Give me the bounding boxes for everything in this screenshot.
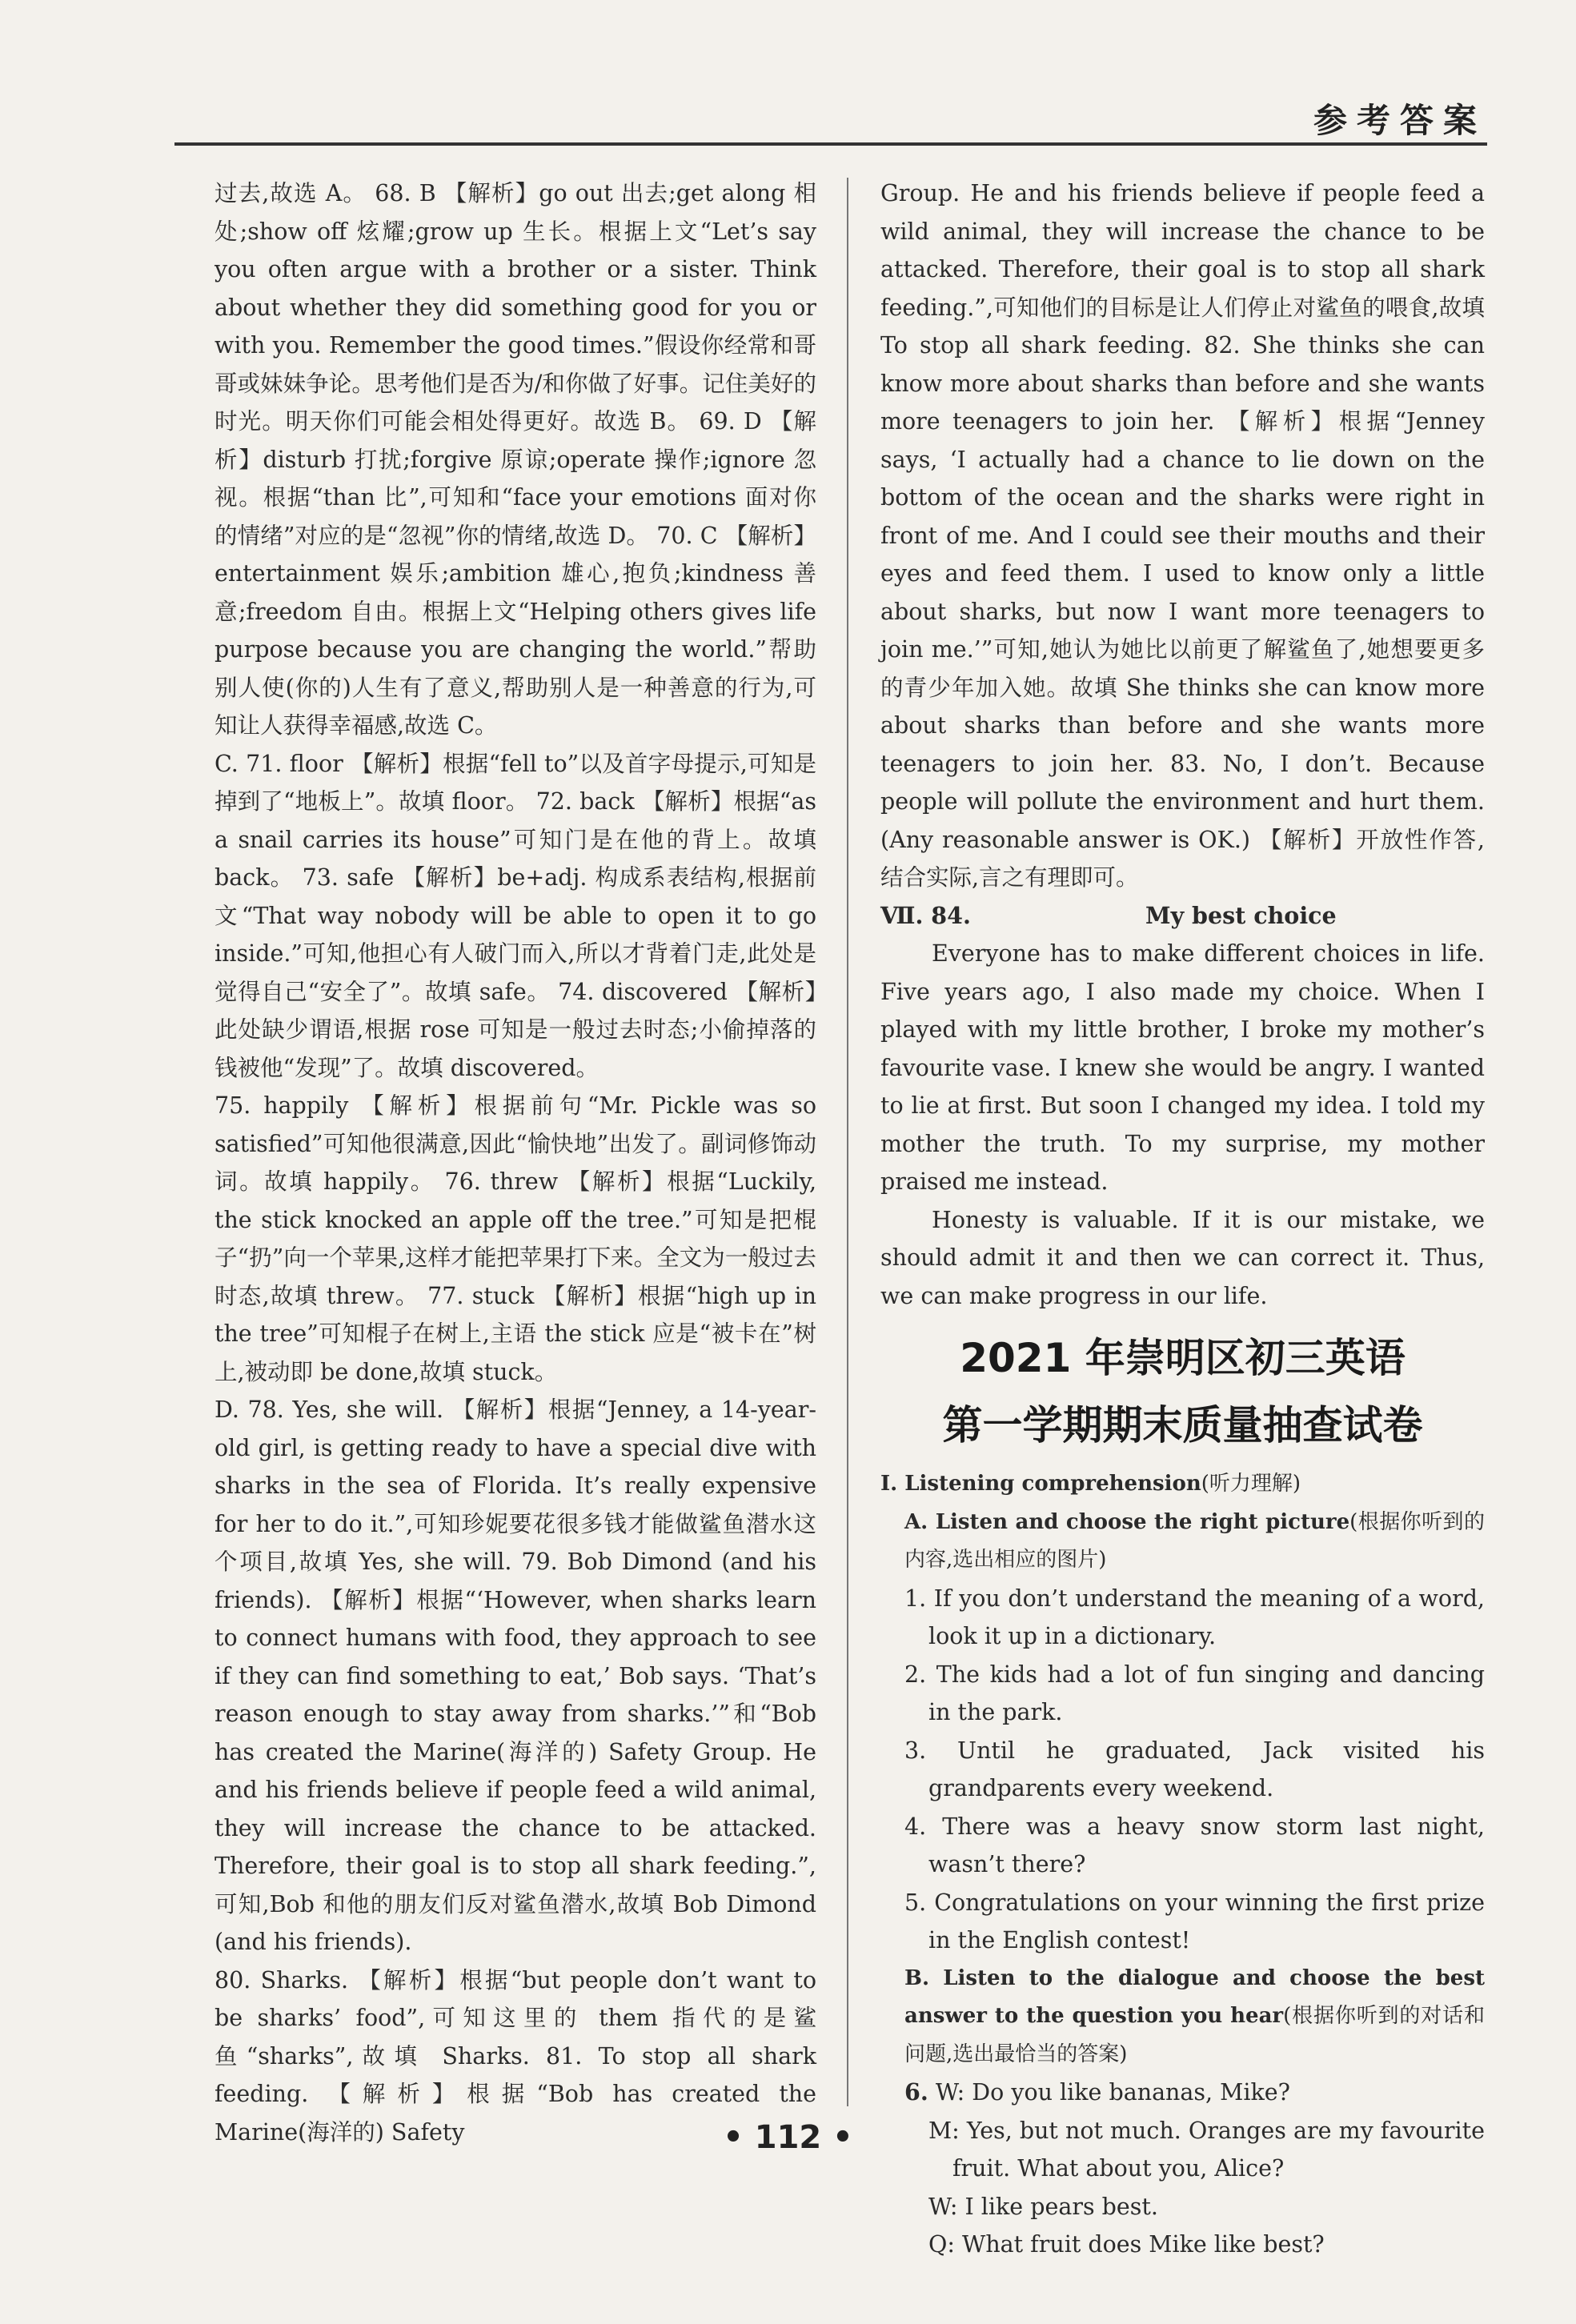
dialogue-line: W: I like pears best.: [928, 2193, 1158, 2220]
list-item: 3. Until he graduated, Jack visited his grandparents every weekend.: [904, 1737, 1485, 1801]
answer-paragraph-68-70: 过去,故选 A。 68. B 【解析】go out 出去;get along 相处;show off 炫耀;grow up 生长。根据上文“Let’s say you often argue with a brother or a sister. Think about whether they did something good for you or with you. Remember the good times.”假设你经常和哥哥或妹妹争论。思考他们是否为/和你做了好事。记住美好的时光。明天你们可能会相处得更好。故选 B。 69. D 【解析】disturb 打扰;forgive 原谅;operate 操作;ignore 忽视。根据“than 比”,可知和“face your emotions 面对你的情绪”对应的是“忽视”你的情绪,故选 D。 70. C 【解析】entertainment 娱乐;ambition 雄心,抱负;kindness 善意;freedom 自由。根据上文“Helping others gives life purpose because you are changing the world.”帮助别人使(你的)人生有了意义,帮助别人是一种善意的行为,可知让人获得幸福感,故选 C。: [215, 180, 816, 739]
essay-title: My best choice: [1145, 901, 1337, 929]
list-item: 5. Congratulations on your winning the first prize in the English contest!: [904, 1889, 1485, 1953]
header-rule: [174, 142, 1487, 146]
list-item: 1. If you don’t understand the meaning of a word, look it up in a dictionary.: [904, 1585, 1485, 1649]
part-b-cn: (根据你听到的对话和问题,选出最恰当的答案): [904, 2004, 1485, 2066]
answer-paragraph-d-78-79: D. 78. Yes, she will. 【解析】根据“Jenney, a 14-year-old girl, is getting ready to have a special dive with sharks in the sea of Florida. It’s really expensive for her to do it.”,可知珍妮要花很多钱才能做鲨鱼潜水这个项目,故填 Yes, she will. 79. Bob Dimond (and his friends). 【解析】根据“‘However, when sharks learn to connect humans with food, they approach to see if they can find something to eat,’ Bob says. ‘That’s reason enough to stay away from sharks.’”和“Bob has created the Marine(海洋的) Safety Group. He and his friends believe if people feed a wild animal, they will increase the chance to be attacked. Therefore, their goal is to stop all shark feeding.”,可知,Bob 和他的朋友们反对鲨鱼潜水,故填 Bob Dimond (and his friends).: [215, 1396, 816, 1955]
left-column: [215, 174, 816, 2151]
running-header-title: 参考答案: [1313, 101, 1486, 140]
list-item: 2. The kids had a lot of fun singing and dancing in the park.: [904, 1661, 1485, 1725]
section-listening-cn: (听力理解): [1201, 1472, 1301, 1496]
section-listening-heading: [880, 1465, 1485, 1504]
essay-paragraph-1: Everyone has to make different choices in life. Five years ago, I also made my choice. When I played with my little brother, I broke my mother’s favourite vase. I knew she would be angry. I wanted to lie at first. But soon I changed my idea. I told my mother the truth. To my surprise, my mother praised me instead.: [880, 940, 1485, 1195]
dialogue-text: W: Do you like bananas, Mike?: [935, 2079, 1290, 2106]
essay-heading: [880, 897, 1485, 936]
essay-paragraph-2: Honesty is valuable. If it is our mistake, we should admit it and then we can correct it. Thus, we can make progress in our life.: [880, 1206, 1485, 1309]
part-b-label: B. Listen to the dialogue and choose the best answer to the question you hear: [904, 1965, 1485, 2028]
dialogue-number: 6.: [904, 2078, 928, 2106]
part-a-heading: [880, 1504, 1485, 1580]
exam-title-line-2: 第一学期期末质量抽查试卷: [942, 1402, 1423, 1448]
column-divider: [847, 178, 848, 2106]
essay-number: Ⅶ. 84.: [880, 901, 971, 929]
answer-paragraph-75-77: 75. happily 【解析】根据前句“Mr. Pickle was so satisfied”可知他很满意,因此“愉快地”出发了。副词修饰动词。故填 happily。 76. threw 【解析】根据“Luckily, the stick knocked an apple off the tree.”可知是把棍子“扔”向一个苹果,这样才能把苹果打下来。全文为一般过去时态,故填 threw。 77. stuck 【解析】根据“high up in the tree”可知棍子在树上,主语 the stick 应是“被卡在”树上,被动即 be done,故填 stuck。: [215, 1092, 816, 1385]
exam-title-line-1: 2021 年崇明区初三英语: [960, 1335, 1406, 1381]
answer-paragraph-c-71-74: C. 71. floor 【解析】根据“fell to”以及首字母提示,可知是掉到了“地板上”。故填 floor。 72. back 【解析】根据“as a snail carries its house”可知门是在他的背上。故填 back。 73. safe 【解析】be+adj. 构成系表结构,根据前文“That way nobody will be able to open it to go inside.”可知,他担心有人破门而入,所以才背着门走,此处是觉得自己“安全了”。故填 safe。 74. discovered 【解析】此处缺少谓语,根据 rose 可知是一般过去时态;小偷掉落的钱被他“发现”了。故填 discovered。: [215, 750, 816, 1081]
part-a-cn: (根据你听到的内容,选出相应的图片): [904, 1509, 1485, 1572]
exam-title: [880, 1324, 1485, 1459]
part-b-heading: [880, 1960, 1485, 2074]
right-column: [880, 174, 1485, 2264]
answer-paragraph-80-81: 80. Sharks. 【解析】根据“but people don’t want to be sharks’ food”,可知这里的 them 指代的是鲨鱼“sharks”,故填 Sharks. 81. To stop all shark feeding. 【解析】根据“Bob has created the Marine(海洋的) Safety: [215, 1966, 816, 2146]
list-item: 4. There was a heavy snow storm last night, wasn’t there?: [904, 1813, 1485, 1877]
page-number: • 112 •: [723, 2119, 853, 2156]
dialogue-line: [880, 2074, 1485, 2112]
dialogue-line: M: Yes, but not much. Oranges are my favourite fruit. What about you, Alice?: [928, 2117, 1485, 2182]
section-listening-label: Ⅰ. Listening comprehension: [880, 1472, 1201, 1496]
part-a-label: A. Listen and choose the right picture: [904, 1509, 1350, 1534]
answer-paragraph-81-83: Group. He and his friends believe if people feed a wild animal, they will increase the chance to be attacked. Therefore, their goal is to stop all shark feeding.”,可知他们的目标是让人们停止对鲨鱼的喂食,故填 To stop all shark feeding. 82. She thinks she can know more about sharks than before and she wants more teenagers to join her. 【解析】根据“Jenney says, ‘I actually had a chance to lie down on the bottom of the ocean and the sharks were right in front of me. And I could see their mouths and their eyes and feed them. I used to know only a little about sharks, but now I want more teenagers to join me.’”可知,她认为她比以前更了解鲨鱼了,她想要更多的青少年加入她。故填 She thinks she can know more about sharks than before and she wants more teenagers to join her. 83. No, I don’t. Because people will pollute the environment and hurt them. (Any reasonable answer is OK.) 【解析】开放性作答,结合实际,言之有理即可。: [880, 180, 1485, 891]
dialogue-line: Q: What fruit does Mike like best?: [928, 2231, 1325, 2258]
